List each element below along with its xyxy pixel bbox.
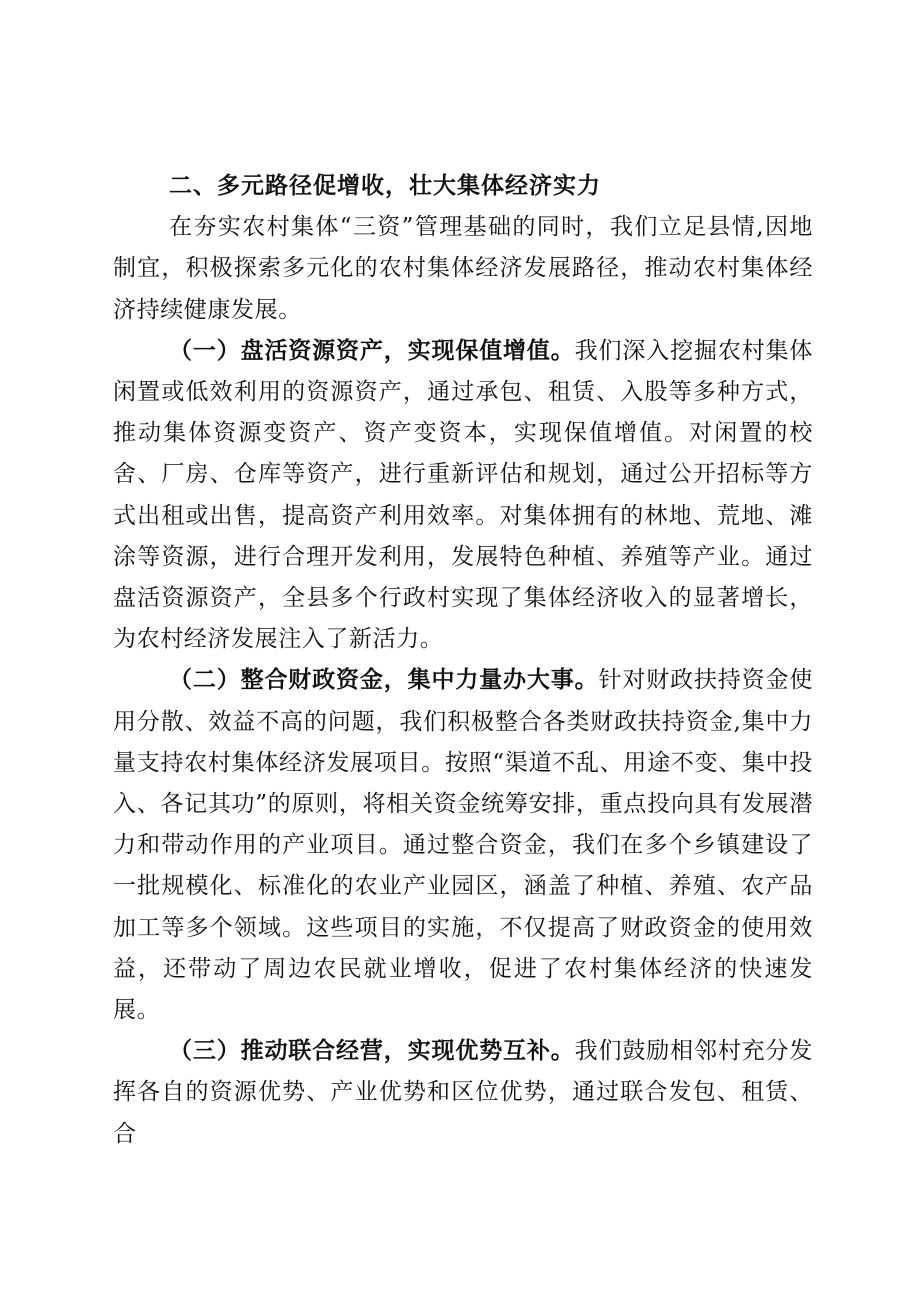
section-body-1: 我们深入挖掘农村集体闲置或低效利用的资源资产，通过承包、租赁、入股等多种方式，推动集体资源变资产、资产变资本，实现保值增值。对闲置的校舍、厂房、仓库等资产，进行重新评估和规划，通过公开招标等方式出租或出售，提高资产利用效率。对集体拥有的林地、荒地、滩涂等资源，进行合理开发利用，发展特色种植、养殖等产业。通过盘活资源资产，全县多个行政村实现了集体经济收入的显著增长，为农村经济发展注入了新活力。 xyxy=(113,337,814,653)
section-body-3: 我们鼓励相邻村充分发挥各自的资源优势、产业优势和区位优势，通过联合发包、租赁、合 xyxy=(113,1038,814,1147)
section-paragraph-3 xyxy=(113,1031,813,1155)
document-body xyxy=(113,166,813,1155)
section-paragraph-1 xyxy=(113,331,813,661)
section-lead-3: （三）推动联合经营，实现优势互补。 xyxy=(169,1038,575,1065)
section-paragraph-2 xyxy=(113,660,813,1031)
section-heading: 二、多元路径促增收，壮大集体经济实力 xyxy=(169,173,601,199)
section-lead-2: （二）整合财政资金，集中力量办大事。 xyxy=(169,667,599,694)
section-body-2: 针对财政扶持资金使用分散、效益不高的问题，我们积极整合各类财政扶持资金,集中力量支持农村集体经济发展项目。按照“渠道不乱、用途不变、集中投入、各记其功”的原则，将相关资金统筹安排，重点投向具有发展潜力和带动作用的产业项目。通过整合资金，我们在多个乡镇建设了一批规模化、标准化的农业产业园区，涵盖了种植、养殖、农产品加工等多个领域。这些项目的实施，不仅提高了财政资金的使用效益，还带动了周边农民就业增收，促进了农村集体经济的快速发展。 xyxy=(113,667,813,1024)
section-lead-1: （一）盘活资源资产，实现保值增值。 xyxy=(169,337,575,364)
intro-paragraph: 在夯实农村集体“三资”管理基础的同时，我们立足县情,因地制宜，积极探索多元化的农村集体经济发展路径，推动农村集体经济持续健康发展。 xyxy=(113,214,813,323)
